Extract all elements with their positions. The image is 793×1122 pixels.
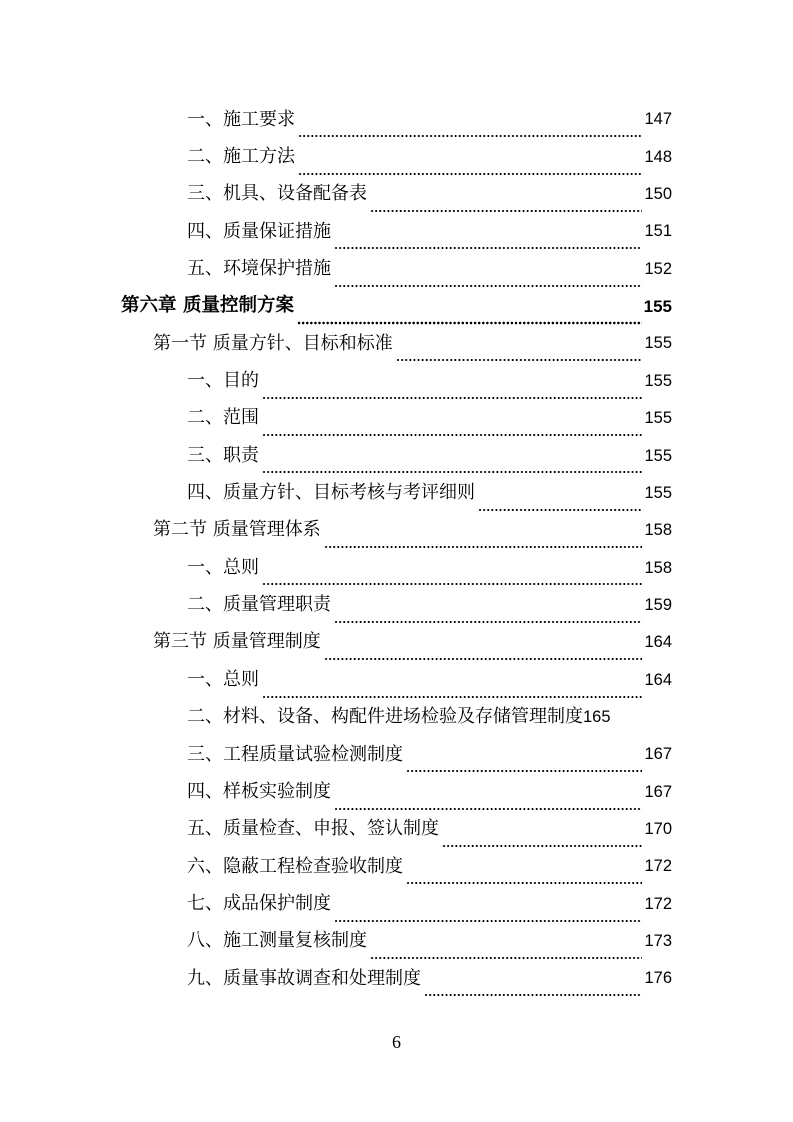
- toc-item[interactable]: [0, 848, 793, 885]
- toc-entry-title: 七、成品保护制度: [187, 892, 331, 914]
- toc-entry-page: 173: [644, 931, 672, 950]
- toc-entry-title: 第二节 质量管理体系: [153, 519, 321, 541]
- toc-entry-title: 九、质量事故调查和处理制度: [187, 967, 421, 989]
- toc-item[interactable]: [0, 362, 793, 399]
- dot-leader: [478, 494, 642, 512]
- toc-entry-title: 一、目的: [187, 370, 259, 392]
- toc-item[interactable]: [0, 811, 793, 848]
- toc-entry-title: 二、质量管理职责: [187, 594, 331, 616]
- dot-leader: [262, 382, 642, 400]
- toc-entry-title: 四、样板实验制度: [187, 780, 331, 802]
- dot-leader: [370, 195, 642, 213]
- dot-leader: [442, 830, 642, 848]
- toc-entry-page: 155: [643, 296, 672, 316]
- toc-entry-page: 155: [644, 409, 672, 428]
- toc-item[interactable]: [0, 699, 793, 736]
- toc-item[interactable]: [0, 437, 793, 474]
- toc-entry-page: 172: [644, 857, 672, 876]
- dot-leader: [324, 643, 643, 661]
- dot-leader: [297, 307, 642, 325]
- dot-leader: [262, 568, 642, 586]
- toc-section[interactable]: [0, 325, 793, 362]
- toc-item[interactable]: [0, 138, 793, 175]
- toc-entry-title: 一、施工要求: [187, 108, 295, 130]
- toc-entry-page: 155: [644, 334, 672, 353]
- toc-entry-title: 四、质量方针、目标考核与考评细则: [187, 482, 475, 504]
- toc-section[interactable]: [0, 512, 793, 549]
- toc-entry-page: 152: [644, 259, 672, 278]
- dot-leader: [298, 158, 642, 176]
- toc-item[interactable]: [0, 661, 793, 698]
- toc-item[interactable]: [0, 736, 793, 773]
- toc-entry-page: 158: [644, 521, 672, 540]
- toc-item[interactable]: [0, 960, 793, 997]
- toc-entry-page: 147: [644, 110, 672, 129]
- toc-entry-title: 第一节 质量方针、目标和标准: [153, 332, 393, 354]
- toc-entry-page: 159: [644, 595, 672, 614]
- toc-item[interactable]: [0, 885, 793, 922]
- toc-entry-title: 八、施工测量复核制度: [187, 930, 367, 952]
- dot-leader: [262, 419, 642, 437]
- toc-entry-page: 155: [644, 371, 672, 390]
- toc-entry-page: 165: [583, 707, 611, 726]
- dot-leader: [424, 979, 642, 997]
- dot-leader: [334, 232, 642, 250]
- dot-leader: [334, 905, 642, 923]
- toc-item[interactable]: [0, 586, 793, 623]
- toc-item[interactable]: [0, 474, 793, 511]
- toc-entry-page: 167: [644, 745, 672, 764]
- toc-entry-title: 二、范围: [187, 407, 259, 429]
- toc-section[interactable]: [0, 624, 793, 661]
- dot-leader: [262, 456, 642, 474]
- page-number: 6: [392, 1032, 401, 1052]
- toc-entry-title: 一、总则: [187, 556, 259, 578]
- toc-item[interactable]: [0, 773, 793, 810]
- toc-entry-page: 172: [644, 894, 672, 913]
- dot-leader: [298, 120, 642, 138]
- toc-item[interactable]: [0, 213, 793, 250]
- toc-item[interactable]: [0, 101, 793, 138]
- toc-entry-page: 150: [644, 185, 672, 204]
- toc-item[interactable]: [0, 400, 793, 437]
- dot-leader: [370, 942, 642, 960]
- toc-entry-title: 三、机具、设备配备表: [187, 183, 367, 205]
- toc-entry-page: 151: [644, 222, 672, 241]
- toc-entry-title: 六、隐蔽工程检查验收制度: [187, 855, 403, 877]
- dot-leader: [324, 531, 643, 549]
- dot-leader: [406, 867, 642, 885]
- toc-item[interactable]: [0, 549, 793, 586]
- toc-entry-title: 二、施工方法: [187, 146, 295, 168]
- toc-entry-page: 155: [644, 446, 672, 465]
- toc-entry-page: 155: [644, 483, 672, 502]
- toc-entry-page: 158: [644, 558, 672, 577]
- toc-entry-title: 第三节 质量管理制度: [153, 631, 321, 653]
- toc-entry-title: 二、材料、设备、构配件进场检验及存储管理制度: [187, 706, 583, 728]
- dot-leader: [334, 270, 642, 288]
- toc-entry-page: 164: [644, 670, 672, 689]
- table-of-contents: [0, 101, 793, 997]
- toc-item[interactable]: [0, 250, 793, 287]
- dot-leader: [396, 344, 643, 362]
- toc-item[interactable]: [0, 923, 793, 960]
- dot-leader: [406, 755, 642, 773]
- toc-entry-page: 164: [644, 633, 672, 652]
- toc-entry-page: 167: [644, 782, 672, 801]
- toc-entry-title: 一、总则: [187, 668, 259, 690]
- toc-entry-title: 三、工程质量试验检测制度: [187, 743, 403, 765]
- toc-entry-title: 四、质量保证措施: [187, 220, 331, 242]
- dot-leader: [262, 681, 642, 699]
- dot-leader: [334, 606, 642, 624]
- toc-chapter[interactable]: [0, 288, 793, 325]
- toc-item[interactable]: [0, 176, 793, 213]
- toc-entry-page: 176: [644, 969, 672, 988]
- dot-leader: [334, 793, 642, 811]
- toc-entry-title: 五、环境保护措施: [187, 258, 331, 280]
- toc-entry-title: 五、质量检查、申报、签认制度: [187, 818, 439, 840]
- toc-entry-title: 第六章 质量控制方案: [121, 295, 294, 317]
- toc-entry-page: 170: [644, 819, 672, 838]
- toc-entry-page: 148: [644, 147, 672, 166]
- toc-entry-title: 三、职责: [187, 444, 259, 466]
